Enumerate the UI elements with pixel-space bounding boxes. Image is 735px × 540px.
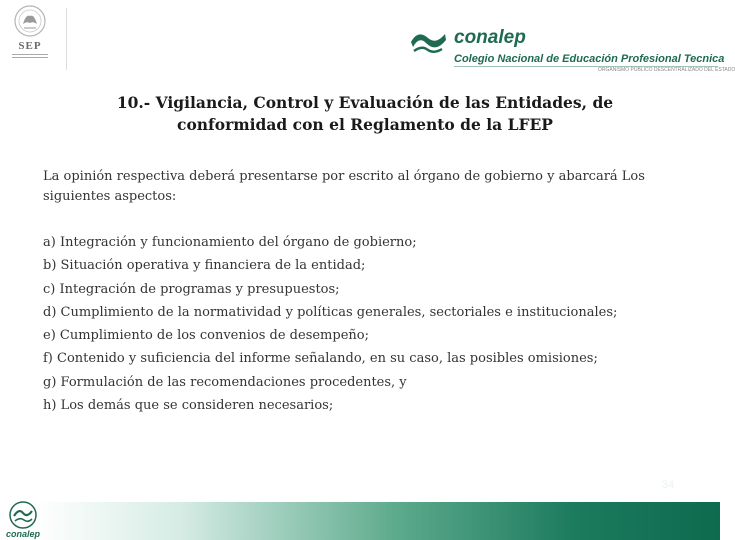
list-item: e) Cumplimiento de los convenios de desempeño; — [43, 328, 369, 344]
intro-paragraph: La opinión respectiva deberá presentarse por escrito al órgano de gobierno y abarcará Los siguientes aspectos: — [43, 169, 645, 204]
conalep-subtitle: ORGANISMO PÚBLICO DESCENTRALIZADO DEL ESTADO — [598, 67, 735, 73]
list-item: h) Los demás que se consideren necesarios; — [43, 398, 334, 414]
list-item: a) Integración y funcionamiento del órgano de gobierno; — [43, 235, 417, 250]
list-item: b) Situación operativa y financiera de la entidad; — [43, 258, 366, 274]
sep-logo — [8, 4, 52, 74]
conalep-wordmark: conalep — [454, 27, 526, 48]
footer-bar — [0, 502, 720, 540]
list-item: d) Cumplimiento de la normatividad y políticas generales, sectoriales e institucionales; — [43, 304, 618, 320]
list-item: c) Integración de programas y presupuestos; — [43, 281, 340, 297]
footer-logo-label: conalep — [5, 529, 40, 539]
conalep-full-name: Colegio Nacional de Educación Profesional Tecnica — [454, 53, 725, 65]
mexico-eagle-emblem-icon — [12, 4, 48, 38]
page-number: 34 — [661, 479, 675, 491]
aspects-list — [43, 231, 703, 417]
sep-subtext-lines — [12, 54, 48, 58]
header-divider — [66, 8, 67, 70]
footer-conalep-logo — [2, 500, 44, 540]
slide-title-line-2: conformidad con el Reglamento de la LFEP — [177, 115, 553, 134]
sep-label: SEP — [18, 40, 42, 52]
conalep-swirl-icon — [408, 26, 448, 56]
list-item: g) Formulación de las recomendaciones procedentes, y — [43, 374, 407, 390]
list-item: f) Contenido y suficiencia del informe señalando, en su caso, las posibles omisiones; — [43, 351, 598, 367]
slide-title — [60, 92, 670, 136]
slide-title-line-1: 10.- Vigilancia, Control y Evaluación de las Entidades, de — [116, 93, 614, 112]
conalep-seal-icon — [2, 500, 44, 530]
conalep-header-logo — [408, 22, 735, 74]
